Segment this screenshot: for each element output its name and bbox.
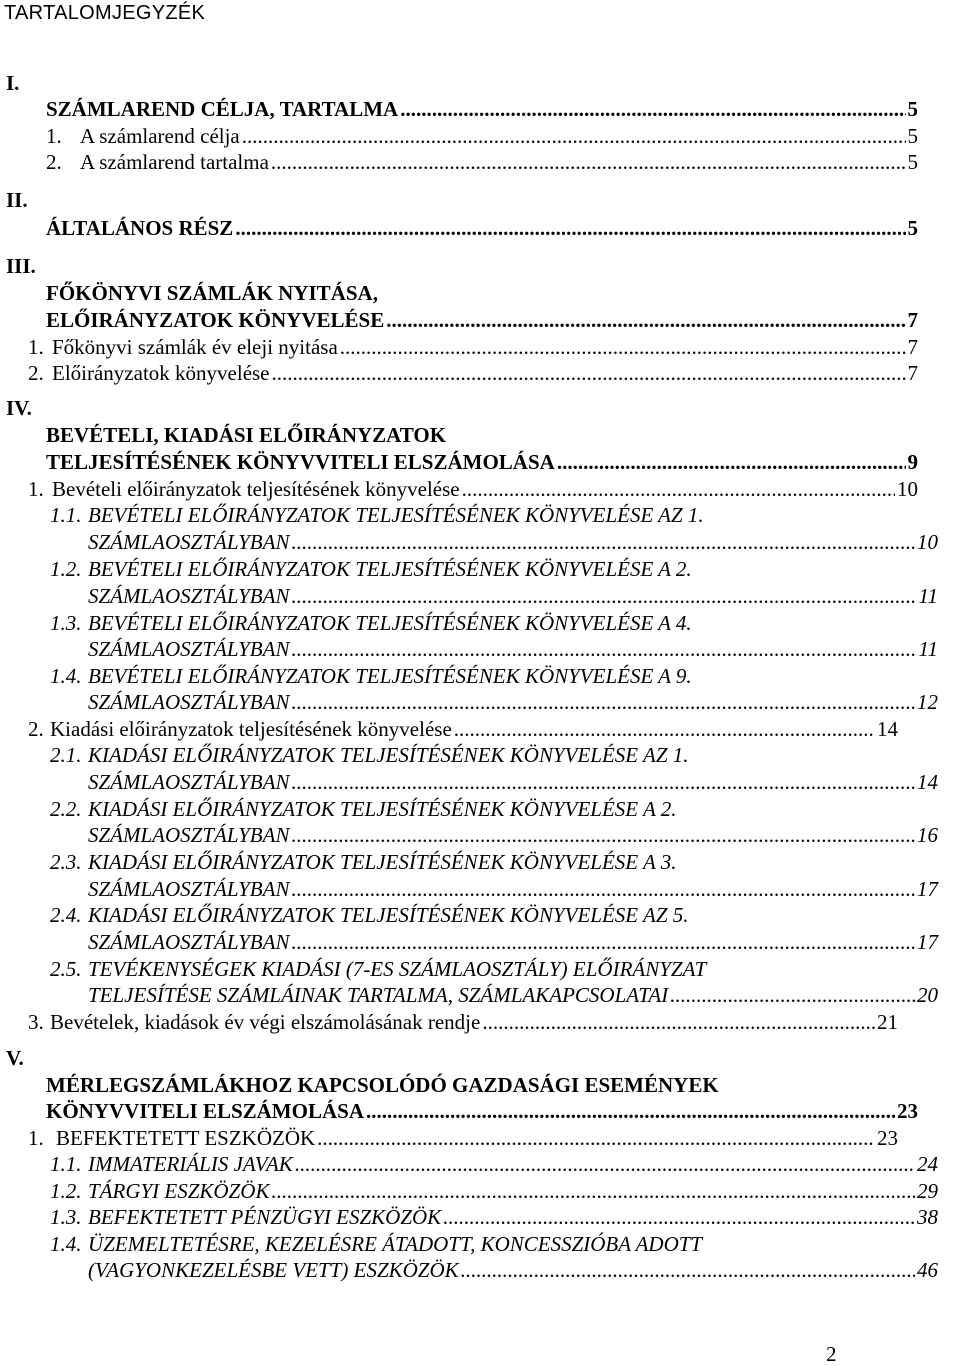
- toc-entry-number: 2.4.: [50, 903, 82, 927]
- toc-entry-title: ÁLTALÁNOS RÉSZ: [46, 216, 234, 240]
- toc-entry-s4-1-1-line1[interactable]: [50, 503, 940, 527]
- leader-dots: [291, 690, 915, 714]
- toc-page-number: 23: [877, 1126, 898, 1150]
- toc-entry-title: Kiadási előirányzatok teljesítésének könyvelése: [50, 717, 452, 741]
- leader-dots: [291, 584, 916, 608]
- toc-entry-number: 2.2.: [50, 797, 82, 821]
- toc-entry-title: A számlarend célja: [80, 124, 240, 148]
- toc-page-number: 14: [877, 717, 898, 741]
- toc-entry-number: 2.3.: [50, 850, 82, 874]
- toc-entry-s4-2-2-line1[interactable]: [50, 797, 940, 821]
- toc-entry-s5-1-2[interactable]: [50, 1179, 938, 1203]
- toc-entry-title: FŐKÖNYVI SZÁMLÁK NYITÁSA,: [46, 281, 378, 305]
- toc-entry-title: KIADÁSI ELŐIRÁNYZATOK TELJESÍTÉSÉNEK KÖNYVELÉSE A 2.: [88, 797, 677, 821]
- toc-entry-s5-1-1[interactable]: [50, 1152, 938, 1176]
- toc-page-number: 20: [917, 983, 938, 1007]
- toc-entry-number: 1.: [28, 335, 44, 359]
- toc-entry-s5-1-4-line1[interactable]: [50, 1232, 938, 1256]
- leader-dots: [291, 770, 915, 794]
- toc-page-number: 21: [877, 1010, 898, 1034]
- toc-entry-title: Előirányzatok könyvelése: [52, 361, 270, 385]
- toc-entry-title: BEVÉTELI ELŐIRÁNYZATOK TELJESÍTÉSÉNEK KÖNYVELÉSE A 2.: [88, 557, 692, 581]
- toc-page-number: 5: [907, 124, 918, 148]
- toc-entry-title: KIADÁSI ELŐIRÁNYZATOK TELJESÍTÉSÉNEK KÖNYVELÉSE AZ 1.: [88, 743, 689, 767]
- toc-page-number: 17: [917, 877, 938, 901]
- toc-entry-s4-2-5[interactable]: [88, 983, 938, 1007]
- leader-dots: [235, 216, 905, 240]
- leader-dots: [291, 637, 916, 661]
- toc-entry-title: Bevételek, kiadások év végi elszámolásának rendje: [50, 1010, 481, 1034]
- leader-dots: [462, 477, 895, 501]
- toc-entry-title: BEVÉTELI ELŐIRÁNYZATOK TELJESÍTÉSÉNEK KÖNYVELÉSE A 4.: [88, 611, 692, 635]
- toc-entry-s4-1-3-line1[interactable]: [50, 611, 940, 635]
- toc-page-number: 29: [917, 1179, 938, 1203]
- toc-entry-number: 2.1.: [50, 743, 82, 767]
- toc-entry-s4-2-3-line1[interactable]: [50, 850, 940, 874]
- toc-entry-number: 1.2.: [50, 557, 82, 581]
- leader-dots: [242, 124, 906, 148]
- toc-entry-title: IMMATERIÁLIS JAVAK: [88, 1152, 293, 1176]
- toc-entry-number: 1.3.: [50, 1205, 82, 1229]
- toc-entry-title: (VAGYONKEZELÉSBE VETT) ESZKÖZÖK: [88, 1258, 459, 1282]
- toc-entry-number: 1.2.: [50, 1179, 82, 1203]
- toc-entry-number: 2.: [46, 150, 62, 174]
- toc-page-number: 24: [917, 1152, 938, 1176]
- toc-entry-number: 1.1.: [50, 1152, 82, 1176]
- leader-dots: [461, 1258, 915, 1282]
- toc-entry-title: SZÁMLAOSZTÁLYBAN: [88, 690, 290, 714]
- toc-entry-s1[interactable]: [46, 97, 918, 121]
- toc-page-number: 5: [907, 150, 918, 174]
- toc-entry-number: 1.: [28, 477, 44, 501]
- toc-entry-number: 2.5.: [50, 957, 82, 981]
- toc-entry-s3-line1[interactable]: [46, 281, 918, 305]
- toc-entry-s4-2-4[interactable]: [88, 930, 938, 954]
- toc-entry-title: KÖNYVVITELI ELSZÁMOLÁSA: [46, 1099, 364, 1123]
- leader-dots: [670, 983, 915, 1007]
- toc-entry-number: 1.4.: [50, 1232, 82, 1256]
- toc-entry-title: TEVÉKENYSÉGEK KIADÁSI (7-ES SZÁMLAOSZTÁLY) ELŐIRÁNYZAT: [88, 957, 707, 981]
- section-numeral: I.: [6, 71, 20, 95]
- toc-entry-s4-3[interactable]: [28, 1010, 898, 1034]
- toc-entry-title: TELJESÍTÉSE SZÁMLÁINAK TARTALMA, SZÁMLAKAPCSOLATAI: [88, 983, 669, 1007]
- page-title: TARTALOMJEGYZÉK: [4, 2, 206, 24]
- toc-entry-s4-1-2-line1[interactable]: [50, 557, 940, 581]
- toc-entry-title: BEFEKTETETT PÉNZÜGYI ESZKÖZÖK: [88, 1205, 442, 1229]
- section-numeral: II.: [6, 188, 28, 212]
- toc-entry-title: TELJESÍTÉSÉNEK KÖNYVVITELI ELSZÁMOLÁSA: [46, 450, 555, 474]
- toc-entry-title: BEFEKTETETT ESZKÖZÖK: [56, 1126, 316, 1150]
- toc-page-number: 23: [897, 1099, 918, 1123]
- toc-entry-s3[interactable]: [46, 308, 918, 332]
- leader-dots: [454, 717, 875, 741]
- toc-entry-s4-1[interactable]: [28, 477, 918, 501]
- toc-page-number: 5: [907, 97, 918, 121]
- toc-entry-s4-2-4-line1[interactable]: [50, 903, 940, 927]
- toc-entry-title: SZÁMLAOSZTÁLYBAN: [88, 637, 290, 661]
- toc-entry-title: BEVÉTELI ELŐIRÁNYZATOK TELJESÍTÉSÉNEK KÖNYVELÉSE AZ 1.: [88, 503, 704, 527]
- leader-dots: [271, 1179, 915, 1203]
- leader-dots: [271, 150, 906, 174]
- toc-entry-title: ÜZEMELTETÉSRE, KEZELÉSRE ÁTADOTT, KONCESSZIÓBA ADOTT: [88, 1232, 703, 1256]
- toc-entry-number: 2.: [28, 717, 44, 741]
- toc-entry-title: SZÁMLAOSZTÁLYBAN: [88, 877, 290, 901]
- section-numeral: III.: [6, 254, 36, 278]
- toc-page-number: 10: [917, 530, 938, 554]
- toc-entry-s3-2[interactable]: [28, 361, 918, 385]
- toc-page-number: 12: [917, 690, 938, 714]
- toc-entry-number: 2.: [28, 361, 44, 385]
- section-numeral: V.: [6, 1046, 24, 1070]
- toc-entry-title: SZÁMLAOSZTÁLYBAN: [88, 584, 290, 608]
- toc-page-number: 7: [907, 308, 918, 332]
- leader-dots: [291, 823, 915, 847]
- toc-page-number: 11: [918, 637, 938, 661]
- leader-dots: [386, 308, 905, 332]
- leader-dots: [291, 930, 915, 954]
- toc-entry-s1-1[interactable]: [46, 124, 918, 148]
- toc-entry-number: 3.: [28, 1010, 44, 1034]
- toc-entry-s5[interactable]: [46, 1099, 918, 1123]
- toc-entry-number: 1.4.: [50, 664, 82, 688]
- toc-entry-s4-2-1-line1[interactable]: [50, 743, 940, 767]
- toc-entry-s4-line1[interactable]: [46, 423, 918, 447]
- toc-entry-number: 1.1.: [50, 503, 82, 527]
- toc-page-number: 7: [907, 335, 918, 359]
- leader-dots: [291, 530, 915, 554]
- toc-entry-s2[interactable]: [46, 216, 918, 240]
- toc-page-number: 7: [907, 361, 918, 385]
- leader-dots: [400, 97, 905, 121]
- toc-entry-s4-2[interactable]: [28, 717, 898, 741]
- leader-dots: [340, 335, 906, 359]
- toc-entry-s4-1-3[interactable]: [88, 637, 938, 661]
- toc-entry-s5-line1[interactable]: [46, 1073, 918, 1097]
- toc-entry-title: SZÁMLAREND CÉLJA, TARTALMA: [46, 97, 399, 121]
- leader-dots: [366, 1099, 895, 1123]
- leader-dots: [317, 1126, 875, 1150]
- toc-page-number: 11: [918, 584, 938, 608]
- toc-entry-s4-2-2[interactable]: [88, 823, 938, 847]
- toc-entry-title: TÁRGYI ESZKÖZÖK: [88, 1179, 270, 1203]
- toc-entry-title: Bevételi előirányzatok teljesítésének könyvelése: [52, 477, 460, 501]
- leader-dots: [443, 1205, 915, 1229]
- leader-dots: [272, 361, 906, 385]
- toc-entry-s5-1-4[interactable]: [88, 1258, 938, 1282]
- toc-entry-title: BEVÉTELI, KIADÁSI ELŐIRÁNYZATOK: [46, 423, 447, 447]
- toc-entry-title: SZÁMLAOSZTÁLYBAN: [88, 930, 290, 954]
- toc-entry-s4-1-2[interactable]: [88, 584, 938, 608]
- toc-entry-s5-1[interactable]: [28, 1126, 898, 1150]
- toc-entry-s4-2-5-line1[interactable]: [50, 957, 940, 981]
- leader-dots: [295, 1152, 915, 1176]
- toc-entry-number: 1.: [28, 1126, 44, 1150]
- page-number: 2: [826, 1342, 837, 1366]
- toc-page-number: 5: [907, 216, 918, 240]
- toc-entry-title: SZÁMLAOSZTÁLYBAN: [88, 530, 290, 554]
- toc-entry-title: BEVÉTELI ELŐIRÁNYZATOK TELJESÍTÉSÉNEK KÖNYVELÉSE A 9.: [88, 664, 692, 688]
- toc-entry-title: KIADÁSI ELŐIRÁNYZATOK TELJESÍTÉSÉNEK KÖNYVELÉSE A 3.: [88, 850, 677, 874]
- leader-dots: [482, 1010, 875, 1034]
- toc-page-number: 38: [917, 1205, 938, 1229]
- section-numeral: IV.: [6, 396, 32, 420]
- toc-page-number: 17: [917, 930, 938, 954]
- toc-entry-title: KIADÁSI ELŐIRÁNYZATOK TELJESÍTÉSÉNEK KÖNYVELÉSE AZ 5.: [88, 903, 689, 927]
- toc-entry-s3-1[interactable]: [28, 335, 918, 359]
- toc-page-number: 14: [917, 770, 938, 794]
- toc-entry-title: A számlarend tartalma: [80, 150, 269, 174]
- toc-entry-number: 1.3.: [50, 611, 82, 635]
- toc-page-number: 46: [917, 1258, 938, 1282]
- toc-entry-s4-2-3[interactable]: [88, 877, 938, 901]
- toc-entry-s4[interactable]: [46, 450, 918, 474]
- leader-dots: [291, 877, 915, 901]
- toc-entry-number: 1.: [46, 124, 62, 148]
- toc-entry-s4-1-1[interactable]: [88, 530, 938, 554]
- toc-entry-s5-1-3[interactable]: [50, 1205, 938, 1229]
- toc-entry-title: SZÁMLAOSZTÁLYBAN: [88, 770, 290, 794]
- toc-entry-s1-2[interactable]: [46, 150, 918, 174]
- toc-page-number: 9: [907, 450, 918, 474]
- toc-page-number: 10: [897, 477, 918, 501]
- toc-page-number: 16: [917, 823, 938, 847]
- toc-entry-title: ELŐIRÁNYZATOK KÖNYVELÉSE: [46, 308, 385, 332]
- leader-dots: [557, 450, 906, 474]
- toc-entry-title: MÉRLEGSZÁMLÁKHOZ KAPCSOLÓDÓ GAZDASÁGI ESEMÉNYEK: [46, 1073, 719, 1097]
- toc-entry-s4-1-4-line1[interactable]: [50, 664, 940, 688]
- toc-entry-s4-1-4[interactable]: [88, 690, 938, 714]
- toc-entry-s4-2-1[interactable]: [88, 770, 938, 794]
- toc-entry-title: SZÁMLAOSZTÁLYBAN: [88, 823, 290, 847]
- toc-entry-title: Főkönyvi számlák év eleji nyitása: [52, 335, 338, 359]
